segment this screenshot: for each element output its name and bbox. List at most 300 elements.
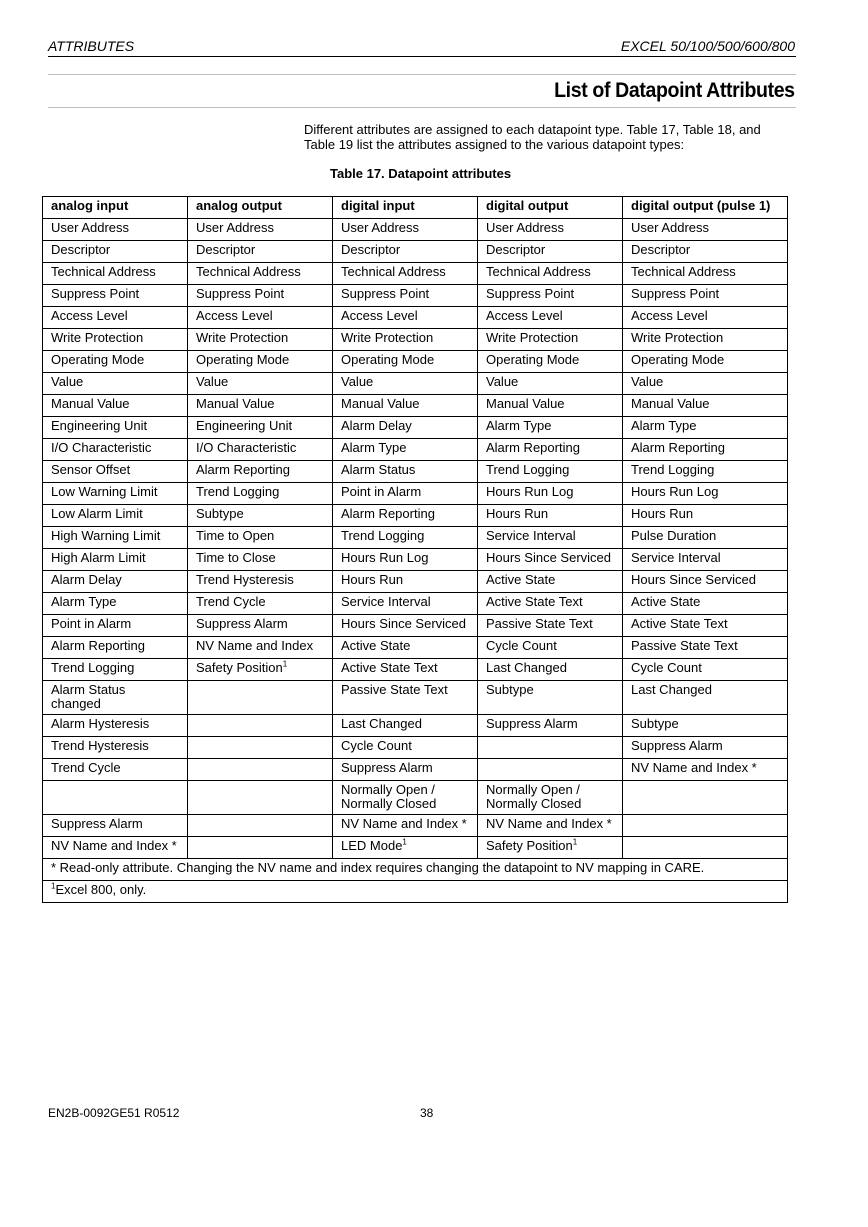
table-cell	[188, 615, 333, 637]
table-cell	[188, 329, 333, 351]
cell-text: Technical Address	[486, 264, 591, 279]
table-cell	[478, 815, 623, 837]
table-cell	[333, 505, 478, 527]
cell-text: Trend Hysteresis	[51, 738, 149, 753]
cell-text: Cycle Count	[341, 738, 412, 753]
cell-text: Write Protection	[486, 330, 579, 345]
table-cell	[188, 285, 333, 307]
cell-text: Suppress Point	[51, 286, 140, 301]
table-cell	[478, 263, 623, 285]
table-row	[43, 737, 788, 759]
table-cell	[478, 659, 623, 681]
table-cell	[43, 737, 188, 759]
table-cell	[478, 417, 623, 439]
table-cell	[43, 815, 188, 837]
cell-text: Hours Run Log	[486, 484, 574, 499]
cell-text: Alarm Status	[341, 462, 416, 477]
table-cell	[623, 837, 788, 859]
cell-text: Access Level	[631, 308, 708, 323]
cell-text: Write Protection	[51, 330, 144, 345]
table-cell	[43, 219, 188, 241]
table-cell	[478, 759, 623, 781]
table-cell	[43, 593, 188, 615]
table-cell	[43, 395, 188, 417]
table-cell	[188, 837, 333, 859]
footnote-marker: 1	[572, 837, 578, 847]
cell-text: I/O Characteristic	[196, 440, 297, 455]
table-cell	[478, 373, 623, 395]
cell-text: Alarm Reporting	[196, 462, 290, 477]
cell-text: Descriptor	[486, 242, 546, 257]
table-row	[43, 715, 788, 737]
cell-text: Engineering Unit	[196, 418, 293, 433]
cell-text: Pulse Duration	[631, 528, 717, 543]
cell-text: Passive State Text	[486, 616, 593, 631]
table-cell	[333, 837, 478, 859]
cell-text: High Alarm Limit	[51, 550, 146, 565]
table-cell	[623, 219, 788, 241]
cell-text: Service Interval	[341, 594, 431, 609]
table-cell	[478, 837, 623, 859]
running-header-section: ATTRIBUTES	[48, 38, 135, 54]
table-cell	[43, 715, 188, 737]
table-cell	[333, 263, 478, 285]
table-cell	[333, 395, 478, 417]
table-cell	[333, 715, 478, 737]
table-cell	[333, 681, 478, 715]
cell-text: Active State Text	[341, 660, 438, 675]
table-cell	[478, 307, 623, 329]
column-header: digital input	[333, 197, 478, 219]
table-cell	[333, 241, 478, 263]
table-cell	[188, 681, 333, 715]
cell-text: LED Mode	[341, 838, 403, 853]
table-row	[43, 815, 788, 837]
table-row	[43, 329, 788, 351]
table-row	[43, 759, 788, 781]
cell-text: NV Name and Index	[196, 638, 314, 653]
page-number: 38	[420, 1106, 434, 1120]
table-cell	[43, 659, 188, 681]
cell-text: Active State Text	[631, 616, 728, 631]
cell-text: Access Level	[341, 308, 418, 323]
table-cell	[623, 285, 788, 307]
table-cell	[43, 505, 188, 527]
cell-text: Suppress Alarm	[341, 760, 433, 775]
cell-text: Value	[486, 374, 519, 389]
cell-text: Suppress Alarm	[486, 716, 578, 731]
table-cell	[188, 505, 333, 527]
table-cell	[623, 483, 788, 505]
cell-text: Operating Mode	[631, 352, 725, 367]
table-cell	[43, 637, 188, 659]
cell-text: Passive State Text	[631, 638, 738, 653]
cell-text: Alarm Reporting	[341, 506, 435, 521]
cell-text: Hours Since Serviced	[341, 616, 466, 631]
table-cell	[478, 395, 623, 417]
table-cell	[478, 527, 623, 549]
column-header: digital output (pulse 1)	[623, 197, 788, 219]
table-cell	[188, 351, 333, 373]
table-cell	[623, 571, 788, 593]
table-cell	[623, 715, 788, 737]
table-cell	[188, 461, 333, 483]
table-cell	[43, 483, 188, 505]
table-body	[43, 219, 788, 859]
table-cell	[188, 307, 333, 329]
table-cell	[478, 241, 623, 263]
cell-text: Suppress Alarm	[196, 616, 288, 631]
table-row	[43, 439, 788, 461]
cell-text: Alarm Status changed	[51, 682, 126, 711]
table-cell	[333, 759, 478, 781]
table-cell	[478, 483, 623, 505]
table-note-row	[43, 859, 788, 881]
table-cell	[623, 417, 788, 439]
cell-text: I/O Characteristic	[51, 440, 152, 455]
table-cell	[43, 571, 188, 593]
table-cell	[43, 351, 188, 373]
table-cell	[623, 637, 788, 659]
table-cell	[43, 461, 188, 483]
table-row	[43, 373, 788, 395]
cell-text: User Address	[51, 220, 130, 235]
cell-text: Trend Hysteresis	[196, 572, 294, 587]
cell-text: Alarm Type	[341, 440, 407, 455]
cell-text: Alarm Type	[51, 594, 117, 609]
table-row	[43, 241, 788, 263]
cell-text: Trend Logging	[196, 484, 280, 499]
table-cell	[333, 219, 478, 241]
table-caption: Table 17. Datapoint attributes	[330, 166, 512, 181]
table-cell	[333, 483, 478, 505]
table-cell	[623, 439, 788, 461]
table-cell	[43, 439, 188, 461]
cell-text: NV Name and Index *	[51, 838, 177, 853]
cell-text: Descriptor	[196, 242, 256, 257]
table-cell	[188, 395, 333, 417]
cell-text: Descriptor	[341, 242, 401, 257]
table-cell	[623, 681, 788, 715]
cell-text: Manual Value	[341, 396, 420, 411]
cell-text: Operating Mode	[486, 352, 580, 367]
cell-text: Sensor Offset	[51, 462, 131, 477]
cell-text: Active State Text	[486, 594, 583, 609]
table-cell	[188, 549, 333, 571]
table-cell	[43, 615, 188, 637]
table-cell	[333, 571, 478, 593]
cell-text: Alarm Delay	[341, 418, 412, 433]
cell-text: Hours Run Log	[631, 484, 719, 499]
cell-text: Alarm Type	[486, 418, 552, 433]
cell-text: Manual Value	[486, 396, 565, 411]
cell-text: High Warning Limit	[51, 528, 161, 543]
table-cell	[43, 837, 188, 859]
table-cell	[623, 549, 788, 571]
table-cell	[478, 637, 623, 659]
cell-text: Alarm Reporting	[51, 638, 145, 653]
header-rule	[48, 56, 796, 57]
table-row	[43, 417, 788, 439]
table-cell	[188, 417, 333, 439]
table-cell	[188, 439, 333, 461]
table-cell	[333, 593, 478, 615]
cell-text: Alarm Reporting	[631, 440, 725, 455]
table-cell	[623, 329, 788, 351]
cell-text: Suppress Alarm	[51, 816, 143, 831]
cell-text: NV Name and Index *	[486, 816, 612, 831]
table-cell	[478, 615, 623, 637]
cell-text: Value	[51, 374, 84, 389]
table-cell	[188, 715, 333, 737]
table-row	[43, 681, 788, 715]
table-cell	[478, 737, 623, 759]
table-cell	[333, 461, 478, 483]
table-row	[43, 637, 788, 659]
cell-text: Low Warning Limit	[51, 484, 158, 499]
table-cell	[43, 285, 188, 307]
table-cell	[333, 373, 478, 395]
table-cell	[43, 549, 188, 571]
table-cell	[333, 637, 478, 659]
table-cell	[623, 815, 788, 837]
table-cell	[333, 351, 478, 373]
cell-text: Subtype	[196, 506, 244, 521]
cell-text: Trend Logging	[341, 528, 425, 543]
cell-text: Time to Close	[196, 550, 276, 565]
page-title: List of Datapoint Attributes	[554, 79, 795, 102]
table-cell	[43, 329, 188, 351]
cell-text: NV Name and Index *	[341, 816, 467, 831]
intro-paragraph: Different attributes are assigned to each datapoint type. Table 17, Table 18, and Table 19 list the attributes assigned to the various datapoint types:	[304, 122, 761, 152]
cell-text: User Address	[631, 220, 710, 235]
table-cell	[188, 659, 333, 681]
cell-text: Safety Position	[196, 660, 283, 675]
table-cell	[333, 781, 478, 815]
cell-text: Manual Value	[631, 396, 710, 411]
table-row	[43, 781, 788, 815]
table-cell	[43, 781, 188, 815]
table-cell	[623, 737, 788, 759]
cell-text: Subtype	[486, 682, 534, 697]
cell-text: Hours Run Log	[341, 550, 429, 565]
table-cell	[623, 759, 788, 781]
cell-text: Value	[196, 374, 229, 389]
table-cell	[623, 593, 788, 615]
table-row	[43, 837, 788, 859]
cell-text: Suppress Point	[341, 286, 430, 301]
cell-text: Technical Address	[341, 264, 446, 279]
table-cell	[188, 737, 333, 759]
table-cell	[478, 549, 623, 571]
table-cell	[333, 737, 478, 759]
table-row	[43, 307, 788, 329]
table-cell	[188, 593, 333, 615]
cell-text: Trend Logging	[631, 462, 715, 477]
cell-text: Write Protection	[631, 330, 724, 345]
cell-text: Hours Run	[631, 506, 694, 521]
cell-text: Service Interval	[486, 528, 576, 543]
table-cell	[188, 527, 333, 549]
table-cell	[623, 241, 788, 263]
cell-text: Point in Alarm	[51, 616, 132, 631]
table-cell	[43, 417, 188, 439]
cell-text: Normally Open / Normally Closed	[341, 782, 437, 811]
table-cell	[623, 781, 788, 815]
table-cell	[623, 527, 788, 549]
cell-text: Hours Since Serviced	[631, 572, 756, 587]
cell-text: Hours Run	[486, 506, 549, 521]
table-cell	[333, 417, 478, 439]
cell-text: Write Protection	[341, 330, 434, 345]
cell-text: Access Level	[486, 308, 563, 323]
table-row	[43, 505, 788, 527]
footnote-marker: 1	[282, 659, 288, 669]
cell-text: User Address	[486, 220, 565, 235]
table-cell	[333, 307, 478, 329]
table-cell	[188, 483, 333, 505]
table-cell	[623, 461, 788, 483]
table-row	[43, 219, 788, 241]
table-cell	[43, 307, 188, 329]
table-row	[43, 483, 788, 505]
cell-text: Manual Value	[196, 396, 275, 411]
cell-text: Active State	[341, 638, 411, 653]
cell-text: Technical Address	[196, 264, 301, 279]
table-cell	[188, 219, 333, 241]
cell-text: Access Level	[51, 308, 128, 323]
cell-text: Suppress Point	[631, 286, 720, 301]
table-cell	[188, 373, 333, 395]
cell-text: Engineering Unit	[51, 418, 148, 433]
cell-text: Suppress Alarm	[631, 738, 723, 753]
cell-text: Manual Value	[51, 396, 130, 411]
cell-text: Alarm Delay	[51, 572, 122, 587]
cell-text: Point in Alarm	[341, 484, 422, 499]
cell-text: Last Changed	[631, 682, 712, 697]
footnote-marker: 1	[402, 837, 407, 847]
cell-text: Trend Cycle	[196, 594, 266, 609]
table-row	[43, 527, 788, 549]
table-cell	[333, 615, 478, 637]
table-cell	[478, 329, 623, 351]
cell-text: Suppress Point	[486, 286, 575, 301]
cell-text: Active State	[631, 594, 701, 609]
cell-text: Suppress Point	[196, 286, 285, 301]
column-header: analog input	[43, 197, 188, 219]
cell-text: Trend Logging	[51, 660, 135, 675]
table-row	[43, 285, 788, 307]
cell-text: Active State	[486, 572, 556, 587]
cell-text: Alarm Type	[631, 418, 697, 433]
excel-800-note	[43, 881, 788, 903]
table-cell	[333, 659, 478, 681]
table-cell	[188, 571, 333, 593]
table-row	[43, 615, 788, 637]
footnote-marker: 1	[51, 881, 56, 891]
cell-text: Passive State Text	[341, 682, 448, 697]
table-cell	[188, 759, 333, 781]
table-cell	[478, 715, 623, 737]
table-cell	[623, 395, 788, 417]
table-cell	[43, 759, 188, 781]
cell-text: Normally Open / Normally Closed	[486, 782, 582, 811]
table-cell	[623, 307, 788, 329]
cell-text: Alarm Hysteresis	[51, 716, 150, 731]
table-row	[43, 395, 788, 417]
table-cell	[478, 439, 623, 461]
cell-text: User Address	[341, 220, 420, 235]
table-cell	[43, 373, 188, 395]
table-cell	[43, 681, 188, 715]
table-cell	[188, 241, 333, 263]
cell-text: Hours Since Serviced	[486, 550, 611, 565]
table-row	[43, 659, 788, 681]
cell-text: Operating Mode	[341, 352, 435, 367]
cell-text: Cycle Count	[486, 638, 557, 653]
table-cell	[623, 659, 788, 681]
table-row	[43, 263, 788, 285]
table-cell	[623, 373, 788, 395]
cell-text: Write Protection	[196, 330, 289, 345]
table-cell	[43, 263, 188, 285]
table-cell	[333, 329, 478, 351]
cell-text: NV Name and Index *	[631, 760, 757, 775]
column-header: analog output	[188, 197, 333, 219]
table-cell	[478, 593, 623, 615]
cell-text: Technical Address	[631, 264, 736, 279]
cell-text: Descriptor	[51, 242, 111, 257]
cell-text: Service Interval	[631, 550, 721, 565]
table-cell	[478, 219, 623, 241]
table-cell	[188, 781, 333, 815]
table-cell	[188, 637, 333, 659]
cell-text: Value	[631, 374, 664, 389]
cell-text: Descriptor	[631, 242, 691, 257]
cell-text: Trend Cycle	[51, 760, 121, 775]
title-rule-bottom	[48, 107, 796, 108]
table-cell	[623, 615, 788, 637]
running-header-product: EXCEL 50/100/500/600/800	[620, 38, 795, 54]
table-cell	[478, 351, 623, 373]
table-cell	[333, 285, 478, 307]
cell-text: Low Alarm Limit	[51, 506, 143, 521]
table-cell	[188, 815, 333, 837]
document-id: EN2B-0092GE51 R0512	[48, 1106, 180, 1120]
table-cell	[623, 351, 788, 373]
table-cell	[623, 505, 788, 527]
excel-800-note-text: Excel 800, only.	[55, 882, 147, 897]
table-row	[43, 461, 788, 483]
table-row	[43, 571, 788, 593]
column-header: digital output	[478, 197, 623, 219]
table-cell	[43, 241, 188, 263]
cell-text: User Address	[196, 220, 275, 235]
cell-text: Value	[341, 374, 374, 389]
table-row	[43, 593, 788, 615]
table-cell	[623, 263, 788, 285]
table-row	[43, 549, 788, 571]
cell-text: Cycle Count	[631, 660, 702, 675]
table-header-row	[43, 197, 788, 219]
table-cell	[43, 527, 188, 549]
cell-text: Operating Mode	[196, 352, 290, 367]
cell-text: Technical Address	[51, 264, 156, 279]
cell-text: Hours Run	[341, 572, 404, 587]
table-cell	[333, 527, 478, 549]
table-cell	[333, 439, 478, 461]
cell-text: Alarm Reporting	[486, 440, 580, 455]
